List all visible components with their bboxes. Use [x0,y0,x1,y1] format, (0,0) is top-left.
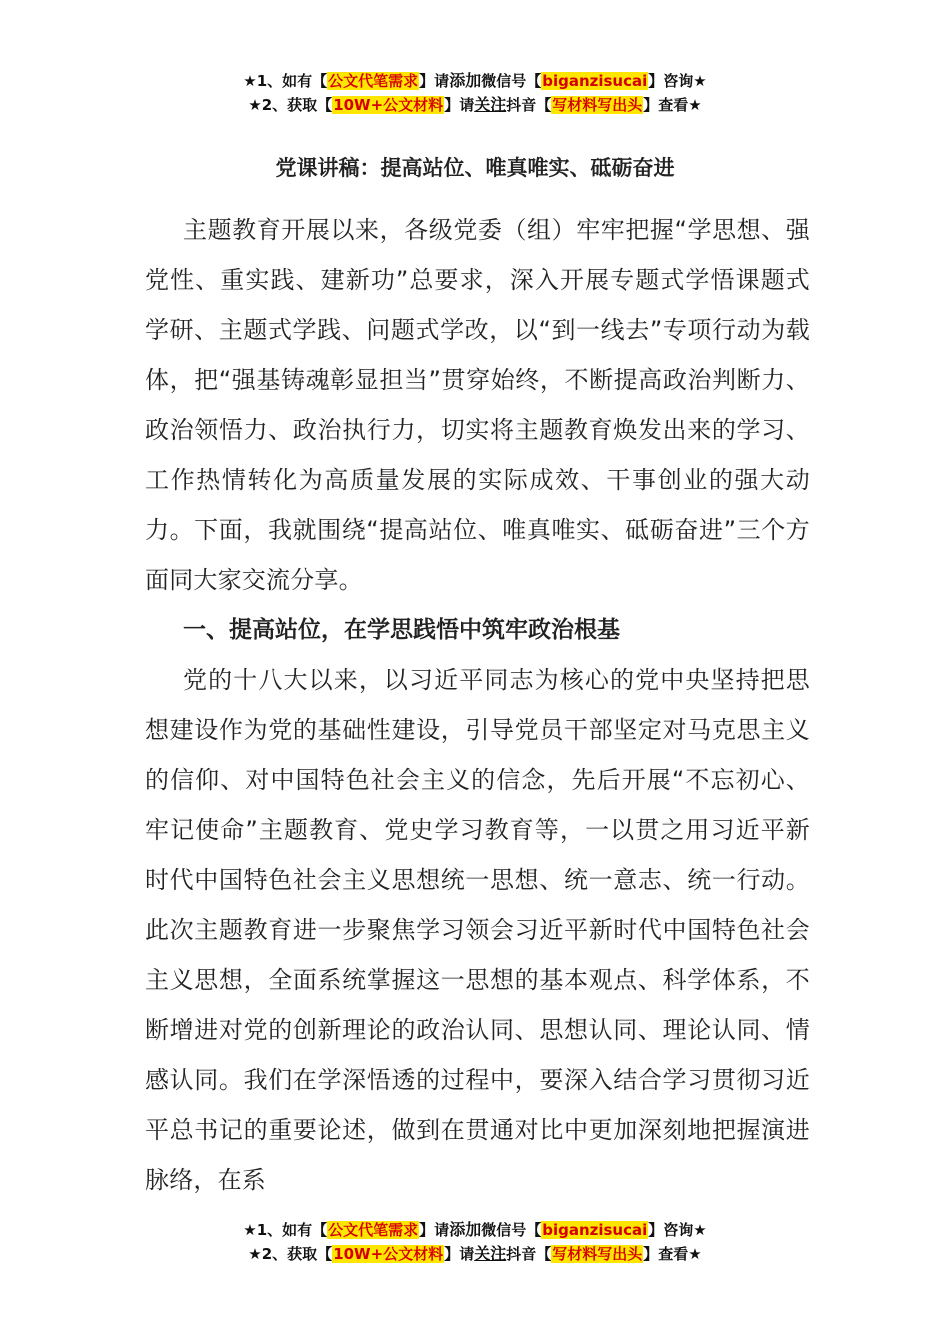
banner-line-2-mid2: 抖音【 [506,96,552,114]
banner-line-1-mid2: 微信号【 [481,72,542,90]
banner-line-2-emphasis: 关注 [474,95,507,114]
banner-line-2-highlight-materials: 10W+公文材料 [333,1245,444,1263]
banner-line-1-emphasis: 添加 [449,71,482,90]
banner-line-2-mid2: 抖音【 [506,1245,552,1263]
intro-paragraph: 主题教育开展以来，各级党委（组）牢牢把握“学思想、强党性、重实践、建新功”总要求，深入开展专题式学悟课题式学研、主题式学践、问题式学改，以“到一线去”专项行动为载体，把“强基铸魂彰显担当”贯穿始终，不断提高政治判断力、政治领悟力、政治执行力，切实将主题教育焕发出来的学习、工作热情转化为高质量发展的实际成效、干事创业的强大动力。下面，我就围绕“提高站位、唯真唯实、砥砺奋进”三个方面同大家交流分享。 [145,216,810,594]
banner-line-1-emphasis: 添加 [449,1220,482,1239]
document-title: 党课讲稿：提高站位、唯真唯实、砥砺奋进 [275,156,675,180]
footer-banner [0,1218,950,1266]
banner-line-1-prefix: ★1、如有【 [243,1221,328,1239]
document-body [145,205,810,1205]
banner-line-1-highlight-service: 公文代笔需求 [328,72,419,90]
banner-line-2-emphasis: 关注 [474,1244,507,1263]
header-banner [0,69,950,117]
banner-line-2-prefix: ★2、获取【 [248,96,333,114]
banner-line-1-highlight-wechat: biganzisucai [542,1221,648,1239]
banner-line-1 [0,1218,950,1242]
banner-line-1-mid: 】请 [419,1221,450,1239]
banner-line-1-mid: 】请 [419,72,450,90]
banner-line-1 [0,69,950,93]
banner-line-2-suffix: 】查看★ [643,1245,702,1263]
banner-line-2 [0,93,950,117]
section-heading-1: 一、提高站位，在学思践悟中筑牢政治根基 [183,617,620,643]
banner-line-2-mid: 】请 [444,1245,475,1263]
banner-line-2-prefix: ★2、获取【 [248,1245,333,1263]
banner-line-1-mid2: 微信号【 [481,1221,542,1239]
banner-line-2 [0,1242,950,1266]
banner-line-2-highlight-douyin: 写材料写出头 [552,96,643,114]
banner-line-2-mid: 】请 [444,96,475,114]
banner-line-1-suffix: 】咨询★ [648,72,707,90]
banner-line-2-suffix: 】查看★ [643,96,702,114]
banner-line-1-highlight-wechat: biganzisucai [542,72,648,90]
banner-line-1-prefix: ★1、如有【 [243,72,328,90]
banner-line-2-highlight-douyin: 写材料写出头 [552,1245,643,1263]
banner-line-1-highlight-service: 公文代笔需求 [328,1221,419,1239]
banner-line-2-highlight-materials: 10W+公文材料 [333,96,444,114]
banner-line-1-suffix: 】咨询★ [648,1221,707,1239]
section-1-paragraph: 党的十八大以来，以习近平同志为核心的党中央坚持把思想建设作为党的基础性建设，引导党员干部坚定对马克思主义的信仰、对中国特色社会主义的信念，先后开展“不忘初心、牢记使命”主题教育、党史学习教育等，一以贯之用习近平新时代中国特色社会主义思想统一思想、统一意志、统一行动。此次主题教育进一步聚焦学习领会习近平新时代中国特色社会主义思想，全面系统掌握这一思想的基本观点、科学体系，不断增进对党的创新理论的政治认同、思想认同、理论认同、情感认同。我们在学深悟透的过程中，要深入结合学习贯彻习近平总书记的重要论述，做到在贯通对比中更加深刻地把握演进脉络，在系 [145,666,810,1194]
